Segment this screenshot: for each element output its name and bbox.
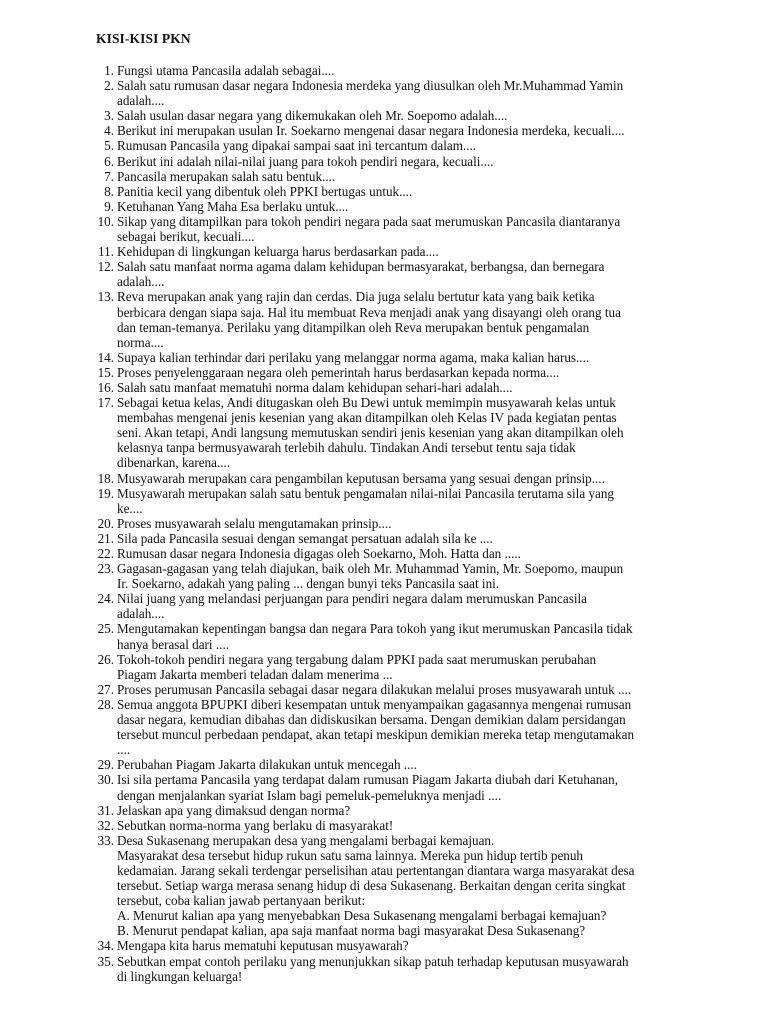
question-item xyxy=(0,772,768,802)
question-text: Sikap yang ditampilkan para tokoh pendiri negara pada saat merumuskan Pancasila diantaranya sebagai berikut, kecuali.... xyxy=(117,213,621,245)
question-text: Perubahan Piagam Jakarta dilakukan untuk mencegah .... xyxy=(117,757,417,773)
question-text: Rumusan Pancasila yang dipakai sampai saat ini tercantum dalam.... xyxy=(117,138,477,154)
question-number: 1. xyxy=(104,63,114,78)
question-text: Musyawarah merupakan salah satu bentuk pengamalan nilai-nilai Pancasila terutama sila yang ke.... xyxy=(117,485,614,516)
question-number: 33. xyxy=(97,832,114,848)
question-number: 11. xyxy=(98,244,114,260)
question-number: 20. xyxy=(97,515,114,531)
question-item xyxy=(0,938,768,953)
question-number: 25. xyxy=(97,621,114,637)
question-item xyxy=(0,123,768,138)
question-text: Sebutkan empat contoh perilaku yang menunjukkan sikap patuh terhadap keputusan musyawarah di lingkungan keluarga! xyxy=(117,953,629,984)
question-number: 23. xyxy=(97,561,114,577)
question-text: Musyawarah merupakan cara pengambilan keputusan bersama yang sesuai dengan prinsip.... xyxy=(117,470,605,486)
question-number: 3. xyxy=(104,108,114,124)
question-number: 9. xyxy=(104,198,114,214)
question-text: Ketuhanan Yang Maha Esa berlaku untuk.... xyxy=(117,198,349,214)
question-item xyxy=(0,63,768,78)
question-text: Fungsi utama Pancasila adalah sebagai.... xyxy=(117,63,335,78)
question-item xyxy=(0,108,768,123)
question-number: 30. xyxy=(97,772,114,788)
question-text: Isi sila pertama Pancasila yang terdapat dalam rumusan Piagam Jakarta diubah dari Ketuhanan, dengan menjalankan syariat Islam bagi pemeluk-pemeluknya menjadi .... xyxy=(117,772,618,803)
question-number: 26. xyxy=(97,651,114,667)
question-number: 2. xyxy=(104,78,114,94)
question-text: Salah usulan dasar negara yang dikemukakan oleh Mr. Soepomo adalah.... xyxy=(117,108,508,124)
question-item xyxy=(0,546,768,561)
question-number: 6. xyxy=(104,153,114,169)
question-number: 35. xyxy=(97,953,114,969)
question-number: 13. xyxy=(97,289,114,305)
question-text: Proses penyelenggaraan negara oleh pemerintah harus berdasarkan kepada norma.... xyxy=(117,364,560,380)
question-item xyxy=(0,78,768,108)
question-list xyxy=(0,63,768,984)
question-number: 21. xyxy=(97,530,114,546)
question-item xyxy=(0,350,768,365)
question-text: Berikut ini adalah nilai-nilai juang para tokoh pendiri negara, kecuali.... xyxy=(117,153,494,169)
question-number: 14. xyxy=(97,349,114,365)
question-text: Proses perumusan Pancasila sebagai dasar negara dilakukan melalui proses musyawarah untuk .... xyxy=(117,681,632,697)
question-number: 15. xyxy=(97,364,114,380)
question-number: 19. xyxy=(97,485,114,501)
question-number: 17. xyxy=(97,395,114,411)
question-text: Sebutkan norma-norma yang berlaku di masyarakat! xyxy=(117,817,394,833)
question-text: Pancasila merupakan salah satu bentuk.... xyxy=(117,168,336,184)
question-number: 7. xyxy=(104,168,114,184)
question-text: Mengapa kita harus mematuhi keputusan musyawarah? xyxy=(117,938,409,954)
question-item xyxy=(0,138,768,153)
question-item xyxy=(0,652,768,682)
question-number: 27. xyxy=(97,681,114,697)
question-text: Panitia kecil yang dibentuk oleh PPKI bertugas untuk.... xyxy=(117,183,413,199)
question-number: 5. xyxy=(104,138,114,154)
question-text: Kehidupan di lingkungan keluarga harus berdasarkan pada.... xyxy=(117,244,439,260)
question-text: Mengutamakan kepentingan bangsa dan negara Para tokoh yang ikut merumuskan Pancasila tidak hanya berasal dari .... xyxy=(117,621,633,652)
question-item xyxy=(0,289,768,349)
question-item xyxy=(0,154,768,169)
question-item xyxy=(0,365,768,380)
question-text: Supaya kalian terhindar dari perilaku yang melanggar norma agama, maka kalian harus.... xyxy=(117,349,590,365)
question-number: 34. xyxy=(97,938,114,954)
question-item xyxy=(0,954,768,984)
question-text: Desa Sukasenang merupakan desa yang mengalami berbagai kemajuan. Masyarakat desa tersebut hidup rukun satu sama lainnya. Mereka pun hidup tertib penuh kedamaian. Jarang sekali terdengar perselisihan atau pertentangan diantara warga masyarakat desa tersebut. Setiap warga merasa senang hidup di desa Sukasenang. Berkaitan dengan cerita singkat tersebut, coba kalian jawab pertanyaan berikut: A. Menurut kalian apa yang menyebabkan Desa Sukasenang mengalami berbagai kemajuan? B. Menurut pendapat kalian, apa saja manfaat norma bagi masyarakat Desa Sukasenang? xyxy=(117,832,635,939)
question-number: 22. xyxy=(97,546,114,561)
question-number: 8. xyxy=(104,183,114,199)
question-item xyxy=(0,561,768,591)
question-item xyxy=(0,621,768,651)
question-item xyxy=(0,757,768,772)
question-item xyxy=(0,682,768,697)
question-text: Sebagai ketua kelas, Andi ditugaskan oleh Bu Dewi untuk memimpin musyawarah kelas untuk membahas mengenai jenis kesenian yang akan ditampilkan oleh Kelas IV pada kegiatan pentas seni. Akan tetapi, Andi langsung memutuskan sendiri jenis kesenian yang akan ditampilkan oleh kelasnya tanpa bermusyawarah terlebih dahulu. Tindakan Andi tersebut tentu saja tidak dibenarkan, karena.... xyxy=(117,395,624,471)
question-item xyxy=(0,199,768,214)
question-item xyxy=(0,818,768,833)
question-number: 31. xyxy=(97,802,114,818)
question-item xyxy=(0,395,768,470)
question-text: Reva merupakan anak yang rajin dan cerdas. Dia juga selalu bertutur kata yang baik ketika berbicara dengan siapa saja. Hal itu membuat Reva menjadi anak yang disayangi oleh orang tua dan teman-temanya. Perilaku yang ditampilkan oleh Reva merupakan bentuk pengamalan norma.... xyxy=(117,289,621,350)
question-item xyxy=(0,380,768,395)
question-number: 18. xyxy=(97,470,114,486)
question-text: Nilai juang yang melandasi perjuangan para pendiri negara dalam merumuskan Pancasila adalah.... xyxy=(117,591,587,622)
question-text: Rumusan dasar negara Indonesia digagas oleh Soekarno, Moh. Hatta dan ..... xyxy=(117,546,521,561)
question-item xyxy=(0,471,768,486)
question-item xyxy=(0,214,768,244)
question-item xyxy=(0,486,768,516)
question-text: Jelaskan apa yang dimaksud dengan norma? xyxy=(117,802,351,818)
question-text: Proses musyawarah selalu mengutamakan prinsip.... xyxy=(117,515,392,531)
question-number: 4. xyxy=(104,123,114,139)
question-item xyxy=(0,591,768,621)
question-text: Gagasan-gagasan yang telah diajukan, baik oleh Mr. Muhammad Yamin, Mr. Soepomo, maupun Ir. Soekarno, adakah yang paling ... dengan bunyi teks Pancasila saat ini. xyxy=(117,561,624,592)
question-number: 12. xyxy=(97,259,114,275)
question-text: Sila pada Pancasila sesuai dengan semangat persatuan adalah sila ke .... xyxy=(117,530,493,546)
question-number: 10. xyxy=(97,213,114,229)
question-number: 32. xyxy=(97,817,114,833)
question-item xyxy=(0,697,768,757)
question-text: Berikut ini merupakan usulan Ir. Soekarno mengenai dasar negara Indonesia merdeka, kecuali.... xyxy=(117,123,625,139)
document-title: KISI-KISI PKN xyxy=(96,31,191,46)
question-text: Semua anggota BPUPKI diberi kesempatan untuk menyampaikan gagasannya mengenai rumusan dasar negara, kemudian dibahas dan didiskusikan bersama. Dengan demikian dalam persidangan tersebut muncul perbedaan pendapat, akan tetapi meskipun demikian mereka tetap mengutamakan .... xyxy=(117,696,635,758)
question-item xyxy=(0,169,768,184)
question-number: 29. xyxy=(97,757,114,773)
question-item xyxy=(0,244,768,259)
question-item xyxy=(0,516,768,531)
question-item xyxy=(0,184,768,199)
question-text: Salah satu rumusan dasar negara Indonesia merdeka yang diusulkan oleh Mr.Muhammad Yamin adalah.... xyxy=(117,78,624,109)
question-number: 28. xyxy=(97,696,114,712)
question-item xyxy=(0,833,768,939)
question-item xyxy=(0,259,768,289)
question-item xyxy=(0,531,768,546)
question-number: 16. xyxy=(97,379,114,395)
question-text: Salah satu manfaat norma agama dalam kehidupan bermasyarakat, berbangsa, dan bernegara adalah.... xyxy=(117,259,605,290)
question-item xyxy=(0,803,768,818)
question-text: Salah satu manfaat mematuhi norma dalam kehidupan sehari-hari adalah.... xyxy=(117,379,513,395)
question-text: Tokoh-tokoh pendiri negara yang tergabung dalam PPKI pada saat merumuskan perubahan Piagam Jakarta memberi teladan dalam menerima ... xyxy=(117,651,597,682)
question-number: 24. xyxy=(97,591,114,607)
